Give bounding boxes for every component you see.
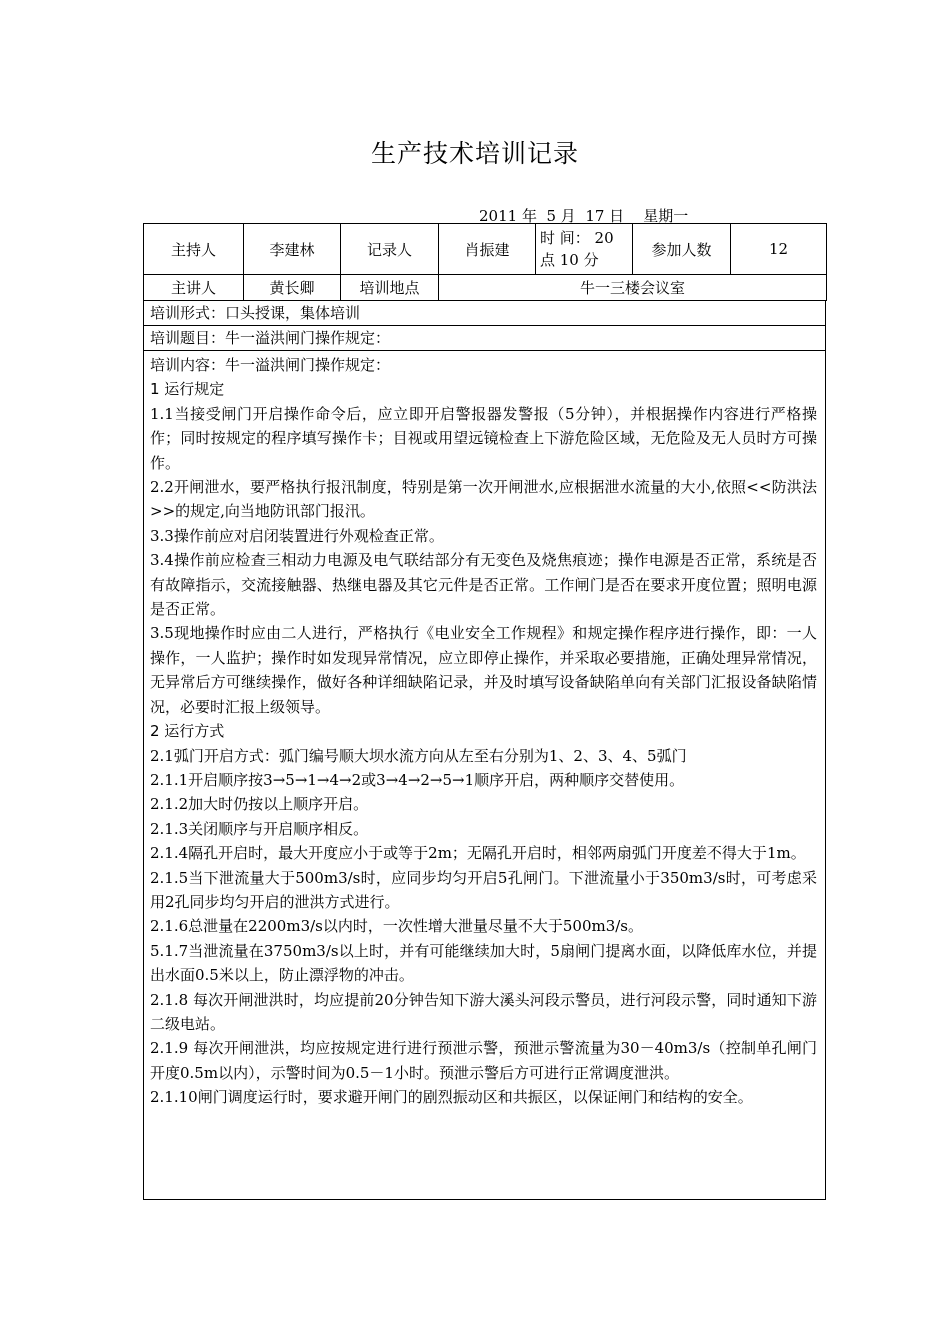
host-label: 主持人 [144, 224, 244, 275]
section-heading-2: 2 运行方式 [150, 722, 225, 741]
content-paragraph: 1.1当接受闸门开启操作命令后，应立即开启警报器发警报（5分钟），并根据操作内容进行严格操作；同时按规定的程序填写操作卡；目视或用望远镜检查上下游危险区域，无危险及无人员时方可操作。 [150, 404, 817, 472]
section-heading-1: 1 运行规定 [150, 380, 225, 399]
location-value: 牛一三楼会议室 [439, 275, 827, 301]
content-paragraph: 2.1.1开启顺序按3→5→1→4→2或3→4→2→5→1顺序开启，两种顺序交替使用。 [150, 770, 685, 789]
info-row-2 [144, 275, 827, 301]
training-content [143, 351, 826, 1200]
attendees-value: 12 [731, 224, 827, 275]
content-paragraph: 2.1.3关闭顺序与开启顺序相反。 [150, 819, 369, 838]
content-paragraph: 5.1.7当泄流量在3750m3/s以上时，并有可能继续加大时，5扇闸门提离水面，以降低库水位，并提出水面0.5米以上，防止漂浮物的冲击。 [150, 941, 817, 985]
content-intro: 培训内容：牛一溢洪闸门操作规定： [150, 356, 391, 374]
content-paragraph: 2.1.5当下泄流量大于500m3/s时，应同步均匀开启5孔闸门。下泄流量小于350m3/s时，可考虑采用2孔同步均匀开启的泄洪方式进行。 [150, 868, 817, 911]
content-paragraph: 3.4操作前应检查三相动力电源及电气联结部分有无变色及烧焦痕迹；操作电源是否正常，系统是否有故障指示，交流接触器、热继电器及其它元件是否正常。工作闸门是否在要求开度位置；照明电源是否正常。 [150, 551, 817, 619]
location-label: 培训地点 [341, 275, 439, 301]
training-form: 培训形式：口头授课，集体培训 [143, 301, 826, 326]
host-value: 李建林 [244, 224, 341, 275]
content-paragraph: 2.1.4隔孔开启时，最大开度应小于或等于2m；无隔孔开启时，相邻两扇弧门开度差不得大于1m。 [150, 844, 806, 863]
recorder-label: 记录人 [341, 224, 439, 275]
attendees-label: 参加人数 [633, 224, 731, 275]
content-paragraph: 3.5现地操作时应由二人进行，严格执行《电业安全工作规程》和规定操作程序进行操作，即：一人操作，一人监护；操作时如发现异常情况，应立即停止操作，并采取必要措施，正确处理异常情况，无异常后方可继续操作，做好各种详细缺陷记录，并及时填写设备缺陷单向有关部门汇报设备缺陷情况，必要时汇报上级领导。 [150, 624, 817, 716]
page-title: 生产技术培训记录 [370, 139, 579, 168]
record-sheet [143, 223, 826, 1200]
lecturer-value: 黄长卿 [244, 275, 341, 301]
lecturer-label: 主讲人 [144, 275, 244, 301]
time-value: 时 间： 20 点 10 分 [536, 224, 633, 275]
training-topic: 培训题目：牛一溢洪闸门操作规定： [143, 326, 826, 351]
content-paragraph: 2.1.6总泄量在2200m3/s以内时，一次性增大泄量尽量不大于500m3/s。 [150, 917, 644, 936]
info-row-1 [144, 224, 827, 275]
content-paragraph: 2.2开闸泄水，要严格执行报汛制度，特别是第一次开闸泄水,应根据泄水流量的大小,依照<<防洪法>>的规定,向当地防讯部门报汛。 [150, 478, 817, 521]
content-paragraph: 2.1.8 每次开闸泄洪时，均应提前20分钟告知下游大溪头河段示警员，进行河段示警，同时通知下游二级电站。 [150, 990, 817, 1033]
content-paragraph: 2.1弧门开启方式：弧门编号顺大坝水流方向从左至右分别为1、2、3、4、5弧门 [150, 746, 687, 765]
content-paragraph: 2.1.9 每次开闸泄洪，均应按规定进行进行预泄示警，预泄示警流量为30－40m3/s（控制单孔闸门开度0.5m以内），示警时间为0.5－1小时。预泄示警后方可进行正常调度泄洪。 [150, 1039, 817, 1082]
content-paragraph: 3.3操作前应对启闭装置进行外观检查正常。 [150, 526, 444, 545]
content-paragraph: 2.1.10闸门调度运行时，要求避开闸门的剧烈振动区和共振区，以保证闸门和结构的安全。 [150, 1088, 753, 1107]
content-paragraph: 2.1.2加大时仍按以上顺序开启。 [150, 795, 369, 814]
info-table [143, 223, 827, 301]
record-date: 2011 年 5 月 17 日 星期一 [479, 207, 689, 225]
recorder-value: 肖振建 [439, 224, 536, 275]
